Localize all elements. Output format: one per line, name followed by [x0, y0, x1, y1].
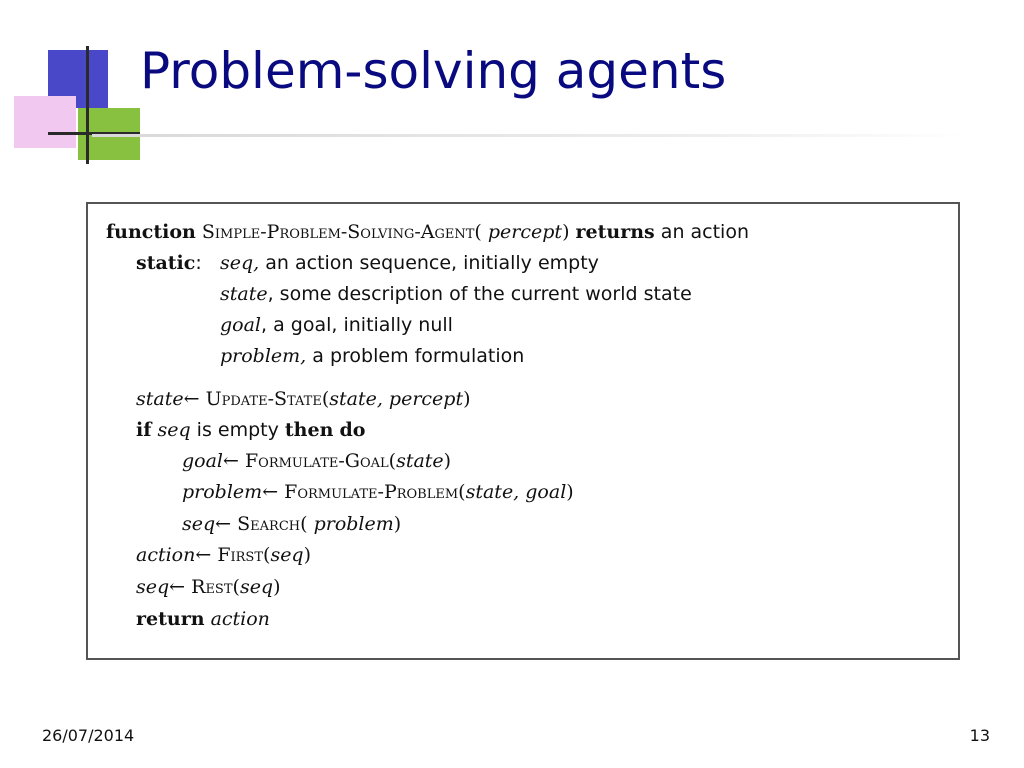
- rest-line: [136, 575, 281, 599]
- call-name: Update-State: [205, 388, 322, 410]
- assign-lhs: seq: [136, 576, 170, 598]
- assign-lhs: action: [136, 544, 196, 566]
- assign-lhs: problem: [182, 481, 263, 503]
- static-desc: an action sequence, initially empty: [265, 252, 599, 274]
- static-var: state: [220, 283, 268, 305]
- return-keyword: return: [136, 608, 205, 630]
- paren-close: ): [393, 513, 402, 535]
- static-desc: a problem formulation: [312, 345, 525, 367]
- static-item: [220, 313, 453, 337]
- assign-arrow-icon: ←: [183, 388, 200, 410]
- return-line: [136, 607, 270, 631]
- call-name: Formulate-Goal: [244, 450, 389, 472]
- static-keyword: static: [136, 252, 196, 274]
- function-keyword: function: [106, 221, 196, 243]
- static-var: goal: [220, 314, 262, 336]
- paren-close: ): [443, 450, 452, 472]
- call-name: First: [217, 544, 264, 566]
- paren-close: ): [273, 576, 281, 598]
- return-var: action: [210, 608, 270, 630]
- paren-open: (: [321, 388, 330, 410]
- if-var: seq: [157, 419, 191, 441]
- paren-open: (: [263, 544, 271, 566]
- assign-arrow-icon: ←: [262, 481, 279, 503]
- assign-lhs: seq: [182, 513, 216, 535]
- static-item: [220, 251, 599, 275]
- call-args: problem: [313, 513, 394, 535]
- static-item: [220, 282, 692, 306]
- title-divider: [92, 134, 972, 137]
- assign-lhs: goal: [182, 450, 224, 472]
- first-line: [136, 543, 311, 567]
- if-text: is empty: [196, 419, 279, 441]
- assign-arrow-icon: ←: [169, 576, 186, 598]
- paren-open: (: [388, 450, 397, 472]
- then-keyword: then: [284, 419, 334, 441]
- slide-page-number: 13: [969, 726, 990, 745]
- static-desc: , some description of the current world state: [267, 283, 692, 305]
- call-name: Formulate-Problem: [284, 481, 459, 503]
- paren-open: (: [458, 481, 466, 503]
- returns-text: an action: [660, 221, 750, 243]
- assign-arrow-icon: ←: [195, 544, 212, 566]
- formulate-problem-line: [182, 480, 574, 504]
- update-state-line: [136, 387, 471, 411]
- call-args: seq: [270, 544, 304, 566]
- static-desc: , a goal, initially null: [261, 314, 453, 336]
- call-args: state: [396, 450, 444, 472]
- static-colon: :: [195, 252, 202, 274]
- static-line: [136, 251, 202, 275]
- slide-date: 26/07/2014: [42, 726, 135, 745]
- formulate-goal-line: [182, 449, 451, 473]
- call-name: Rest: [191, 576, 233, 598]
- assign-arrow-icon: ←: [223, 450, 239, 472]
- paren-open: (: [300, 513, 308, 535]
- static-item: [220, 344, 524, 368]
- call-args: state, goal: [465, 481, 567, 503]
- paren-close: ): [463, 388, 471, 410]
- call-args: seq: [239, 576, 274, 598]
- logo-pink-square: [14, 96, 76, 148]
- paren-close: ): [303, 544, 312, 566]
- function-name: Simple-Problem-Solving-Agent: [201, 221, 475, 243]
- algorithm-box: [86, 202, 960, 660]
- call-name: Search: [237, 513, 301, 535]
- search-line: [182, 512, 401, 536]
- static-var: seq,: [220, 252, 260, 274]
- assign-lhs: state: [136, 388, 184, 410]
- slide-title: Problem-solving agents: [140, 42, 727, 100]
- slide-logo: [0, 0, 150, 170]
- call-args: state, percept: [329, 388, 464, 410]
- if-keyword: if: [136, 419, 152, 441]
- returns-keyword: returns: [575, 221, 655, 243]
- param-percept: percept: [487, 221, 563, 243]
- do-keyword: do: [339, 419, 366, 441]
- algo-header-line: [106, 220, 749, 244]
- paren-open: (: [232, 576, 240, 598]
- paren-open: (: [474, 221, 482, 243]
- if-line: [136, 418, 365, 442]
- static-var: problem,: [220, 345, 307, 367]
- paren-close: ): [566, 481, 574, 503]
- paren-close: ): [562, 221, 570, 243]
- assign-arrow-icon: ←: [215, 513, 232, 535]
- logo-vertical-line: [86, 46, 89, 164]
